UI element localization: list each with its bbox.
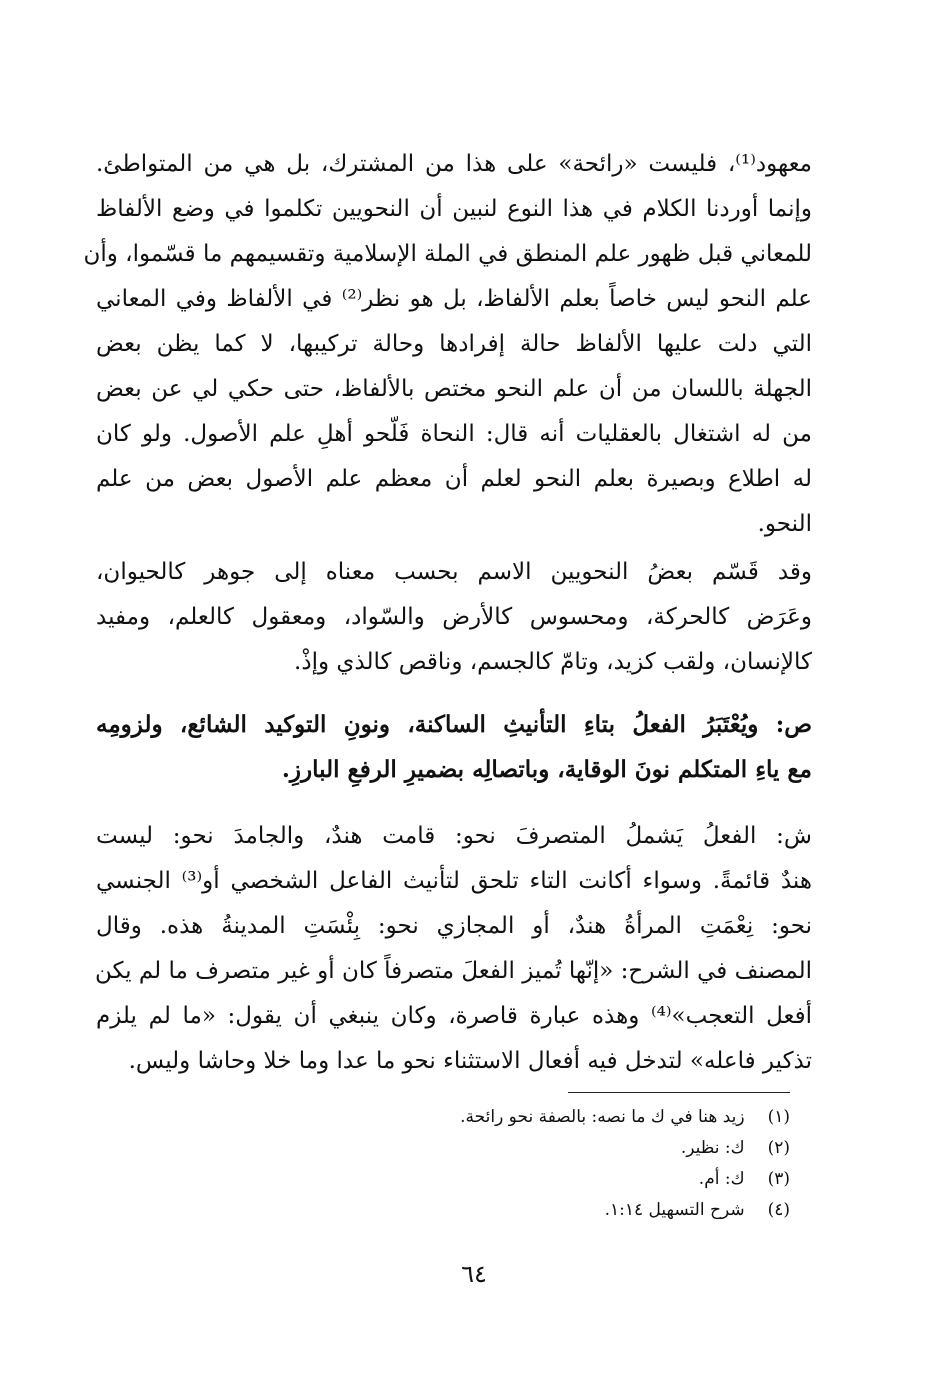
text-line: المصنف في الشرح: «إنّها تُميز الفعلَ متصرفاً كان أو غير متصرف ما لم يكن [94, 958, 812, 984]
footnotes [300, 1102, 790, 1226]
text-line: تذكير فاعله» لتدخل فيه أفعال الاستثناء نحو ما عدا وما خلا وحاشا وليس. [128, 1048, 812, 1074]
footnote-item [300, 1102, 790, 1133]
text-line: له اطلاع وبصيرة بعلم النحو لعلم أن معظم علم الأصول بعض من علم [96, 466, 812, 492]
footnote-separator [568, 1092, 790, 1093]
text-line: علم النحو ليس خاصاً بعلم الألفاظ، بل هو نظر⁽²⁾ في الألفاظ وفي المعاني [96, 286, 812, 312]
footnote-number: (٤) [767, 1200, 790, 1220]
text-line: ص: ويُعْتَبَرُ الفعلُ بتاءِ التأنيثِ الساكنة، ونونِ التوكيد الشائع، ولزومِه [96, 711, 812, 738]
text-line: وقد قَسّم بعضُ النحويين الاسم بحسب معناه إلى جوهر كالحيوان، [96, 559, 812, 585]
footnote-text: ك: نظير. [680, 1138, 745, 1158]
footnote-item [300, 1133, 790, 1164]
footnote-number: (١) [767, 1107, 790, 1127]
text-line: نحو: نِعْمَتِ المرأةُ هندٌ، أو المجازي نحو: بِئْسَتِ المدينةُ هذه. وقال [96, 913, 812, 939]
footnote-number: (٣) [767, 1169, 790, 1189]
text-line: مع ياءِ المتكلم نونَ الوقاية، وباتصالِه بضميرِ الرفعِ البارزِ. [281, 756, 812, 783]
paragraph-1 [83, 142, 812, 547]
footnote-text: زيد هنا في ك ما نصه: بالصفة نحو رائحة. [460, 1107, 745, 1127]
text-line: الجهلة باللسان من أن علم النحو مختص بالألفاظ، حتى حكي لي عن بعض [96, 376, 812, 402]
text-line: النحو. [757, 511, 812, 537]
text-line: من له اشتغال بالعقليات أنه قال: النحاة فَلّحو أهلِ علم الأصول. ولو كان [96, 421, 812, 447]
text-line: ش: الفعلُ يَشملُ المتصرفَ نحو: قامت هندٌ، والجامدَ نحو: ليست [96, 823, 812, 849]
text-line: كالإنسان، ولقب كزيد، وتامّ كالجسم، وناقص كالذي وإذْ. [294, 649, 812, 675]
page-number: ٦٤ [461, 1260, 487, 1288]
paragraph-4-sharh [96, 814, 812, 1084]
paragraph-2 [96, 550, 812, 685]
text-line: وإنما أوردنا الكلام في هذا النوع لنبين أن النحويين تكلموا في وضع الألفاظ [96, 196, 812, 222]
footnote-text: شرح التسهيل ١:١٤. [604, 1200, 745, 1220]
footnote-item [300, 1195, 790, 1226]
footnote-text: ك: أم. [698, 1169, 745, 1189]
text-line: للمعاني قبل ظهور علم المنطق في الملة الإسلامية وتقسيمهم ما قسّموا، وأن [83, 241, 812, 267]
paragraph-3-matn [96, 702, 812, 792]
text-line: أفعل التعجب»⁽⁴⁾ وهذه عبارة قاصرة، وكان ينبغي أن يقول: «ما لم يلزم [96, 1003, 813, 1029]
text-line: التي دلت عليها الألفاظ حالة إفرادها وحالة تركيبها، لا كما يظن بعض [96, 331, 812, 357]
text-line: معهود⁽¹⁾، فليست «رائحة» على هذا من المشترك، بل هي من المتواطئ. [96, 151, 812, 177]
text-line: هندٌ قائمةً. وسواء أكانت التاء تلحق لتأنيث الفاعل الشخصي أو⁽³⁾ الجنسي [96, 868, 812, 894]
text-line: وعَرَض كالحركة، ومحسوس كالأرض والسّواد، ومعقول كالعلم، ومفيد [96, 604, 812, 630]
footnote-item [300, 1164, 790, 1195]
footnote-number: (٢) [767, 1138, 790, 1158]
